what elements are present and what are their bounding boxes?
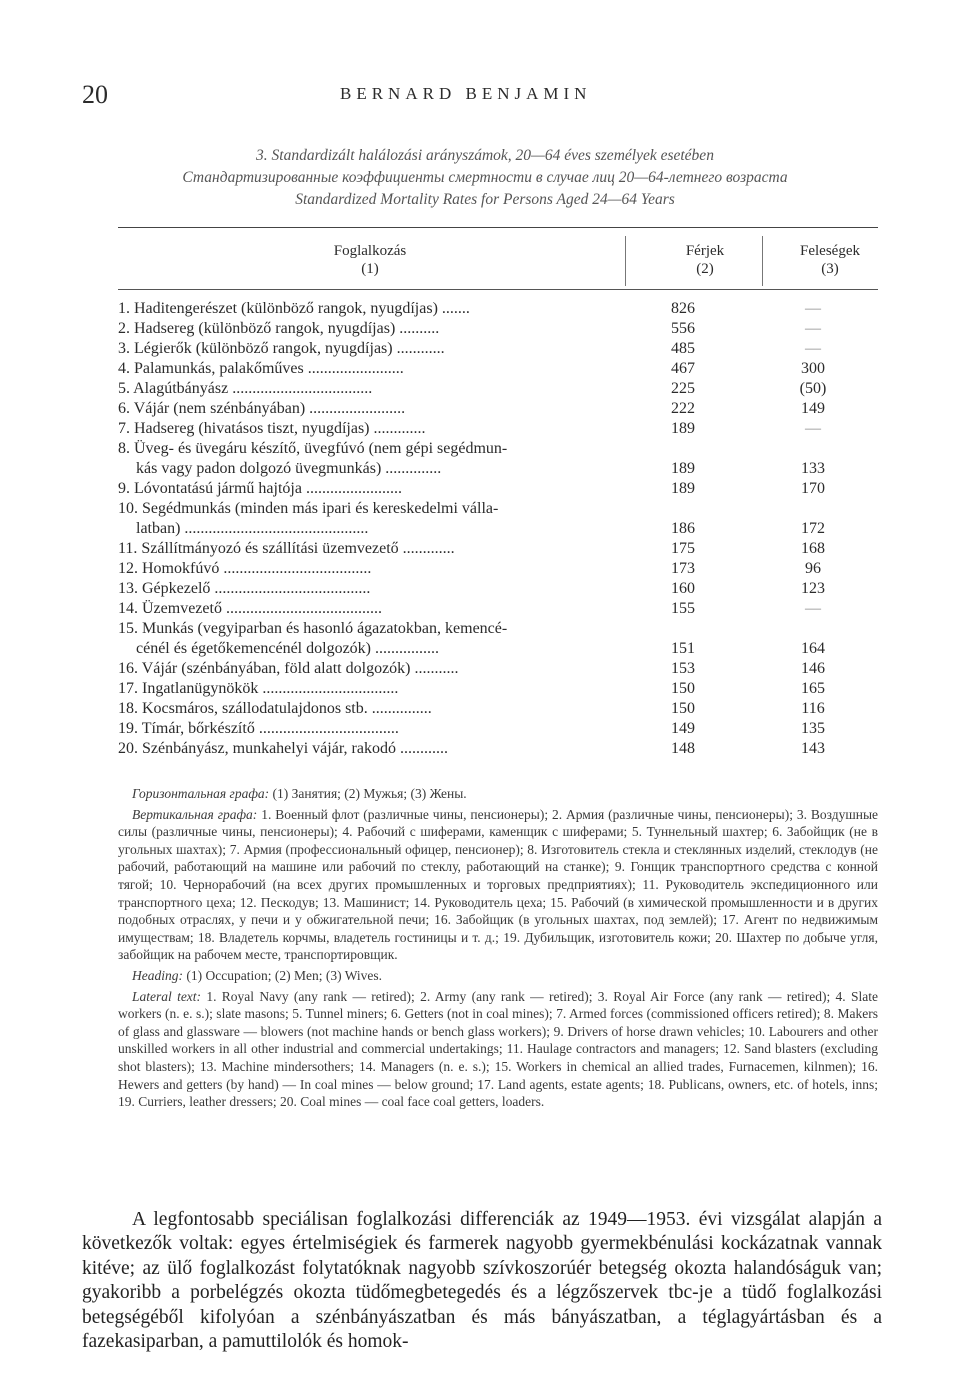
wives-value: —	[805, 300, 821, 317]
wives-value: —	[805, 340, 821, 357]
note-en-lateral	[118, 988, 878, 1111]
occupation-cell	[118, 679, 618, 699]
header-wives-label: Feleségek	[800, 243, 860, 259]
occupation-cell	[118, 659, 618, 679]
note-en-heading-label: Heading:	[132, 967, 183, 983]
table-row	[118, 419, 878, 439]
wives-value: —	[805, 320, 821, 337]
table-row	[118, 379, 878, 399]
occupation-text: 11. Szállítmányozó és szállítási üzemvezető .............	[118, 540, 455, 557]
header-wives-num: (3)	[821, 261, 839, 277]
wives-value: 172	[801, 520, 825, 537]
table-row	[118, 479, 878, 499]
note-ru-heading-label: Горизонтальная графа:	[132, 786, 270, 801]
occupation-text: 3. Légierők (különböző rangok, nyugdíjas) ............	[118, 340, 445, 357]
occupation-text: 15. Munkás (vegyiparban és hasonló ágazatokban, kemencé-	[118, 620, 508, 637]
occupation-text: 8. Üveg- és üvegáru készítő, üvegfúvó (nem gépi segédmun-	[118, 440, 508, 457]
occupation-cell	[118, 619, 618, 659]
occupation-cell	[118, 539, 618, 559]
table-row	[118, 359, 878, 379]
occupation-cell	[118, 339, 618, 359]
occupation-text: 4. Palamunkás, palakőműves ........................	[118, 360, 404, 377]
occupation-cell	[118, 739, 618, 759]
occupation-text: 19. Tímár, bőrkészítő ...................................	[118, 720, 399, 737]
occupation-cell	[118, 379, 618, 399]
men-value: 826	[671, 300, 695, 317]
note-ru-lateral-label: Вертикальная графа:	[132, 806, 258, 822]
men-value: 151	[671, 640, 695, 657]
table-row	[118, 699, 878, 719]
table-row	[118, 299, 878, 319]
men-value: 485	[671, 340, 695, 357]
occupation-text-continued: latban) ..............................................	[136, 520, 369, 537]
table-row	[118, 559, 878, 579]
note-ru-lateral-text: 1. Военный флот (различные чины, пенсионеры); 2. Армия (различные чины, пенсионеры); 3. Воздушные силы (различные чины, пенсионеры); 4. Рабочий с шиферами, каменщик с шиферами; 5. Туннельный шахтер; 6. Забойщик (не в угольных шахтах); 7. Армия (профессиональный офицер, пенсионер); 8. Изготовитель стекла и стеклянных изделий, стеклодув (не рабочий, работающий на машине или рабочий по стеклу, работающий на станке); 9. Гонщик транспортного средства с конной тягой; 10. Чернорабочий (на всех других промышленных и торговых предприятиях); 11. Руководитель экспедиционного или транспортного цеха; 12. Пескодув; 13. Машинист; 14. Руководитель цеха; 15. Рабочий (в химической промышленности и в других подобных отраслях, у печи и у обжигательной печи; 16. Забойщик (в угольных шахтах, под землей); 17. Агент по недвижимым имуществам; 18. Владетель корчмы, владетель гостиницы и т. д.; 19. Дубильщик, изготовитель кожи; 20. Шахтер по добыче угля, забойщик на рабочем месте, транспортировщик.	[118, 806, 879, 963]
header-men-label: Férjek	[685, 243, 725, 259]
occupation-cell	[118, 499, 618, 539]
header-men	[650, 242, 760, 278]
table-row	[118, 659, 878, 679]
table-row	[118, 539, 878, 559]
table-row	[118, 679, 878, 699]
table-title-en: Standardized Mortality Rates for Persons Aged 24—64 Years	[295, 191, 675, 208]
wives-value: 300	[801, 360, 825, 377]
note-ru-heading	[118, 785, 878, 803]
wives-value: 133	[801, 460, 825, 477]
wives-value: 164	[801, 640, 825, 657]
wives-value: 165	[801, 680, 825, 697]
men-value: 467	[671, 360, 695, 377]
occupation-text: 18. Kocsmáros, szállodatulajdonos stb. ...............	[118, 700, 432, 717]
header-occupation-num: (1)	[361, 261, 379, 277]
occupation-text-continued: kás vagy padon dolgozó üvegmunkás) ..............	[136, 460, 442, 477]
men-value: 155	[671, 600, 695, 617]
wives-value: 170	[801, 480, 825, 497]
translation-notes	[118, 785, 878, 1114]
note-en-lateral-label: Lateral text:	[132, 988, 202, 1004]
occupation-text: 2. Hadsereg (különböző rangok, nyugdíjas) ..........	[118, 320, 440, 337]
wives-value: 143	[801, 740, 825, 757]
wives-value: 149	[801, 400, 825, 417]
table-title-ru: Стандартизированные коэффициенты смертности в случае лиц 20—64-летнего возраста	[182, 169, 788, 186]
header-occupation	[270, 242, 470, 278]
men-value: 175	[671, 540, 695, 557]
occupation-cell	[118, 399, 618, 419]
body-text	[82, 1208, 882, 1354]
occupation-text: 5. Alagútbányász ...................................	[118, 380, 373, 397]
wives-value: 116	[801, 700, 825, 717]
header-divider-1	[625, 236, 626, 286]
men-value: 160	[671, 580, 695, 597]
table-row	[118, 619, 878, 659]
body-paragraph: A legfontosabb speciálisan foglalkozási differenciák az 1949—1953. évi vizsgálat alapján a következők voltak: egyes értelmiségiek és farmerek nagyobb gyermekbénulási kockázatnak vannak kitéve; az ülő foglalkozást folytatóknak nagyobb szívkoszorúér betegség okozta halandóságuk van; gyakoribb a porbelégzés okozta tüdőmegbetegedés és a légzőszervek tbc-je a tüdő foglalkozási betegségéből kifolyóan a szénbányászatban és más bányászatban, a téglagyártásban és a fazekasiparban, a pamuttilolók és homok-	[82, 1209, 882, 1353]
header-occupation-label: Foglalkozás	[333, 243, 407, 259]
wives-value: (50)	[799, 380, 827, 397]
table-row	[118, 719, 878, 739]
table-row	[118, 599, 878, 619]
wives-value: —	[805, 420, 821, 437]
men-value: 222	[671, 400, 695, 417]
occupation-text: 12. Homokfúvó .....................................	[118, 560, 372, 577]
wives-value: 168	[801, 540, 825, 557]
occupation-cell	[118, 319, 618, 339]
men-value: 150	[671, 680, 695, 697]
table-top-rule	[118, 227, 878, 228]
occupation-cell	[118, 559, 618, 579]
table-header-rule	[118, 289, 878, 290]
table-row	[118, 499, 878, 539]
occupation-text: 9. Lóvontatású jármű hajtója ........................	[118, 480, 402, 497]
running-head: BERNARD BENJAMIN	[340, 84, 592, 103]
occupation-text: 13. Gépkezelő .......................................	[118, 580, 371, 597]
header-men-num: (2)	[696, 261, 714, 277]
occupation-cell	[118, 439, 618, 479]
men-value: 189	[671, 460, 695, 477]
table-row	[118, 739, 878, 759]
occupation-text: 10. Segédmunkás (minden más ipari és kereskedelmi válla-	[118, 500, 499, 517]
men-value: 149	[671, 720, 695, 737]
men-value: 148	[671, 740, 695, 757]
table-row	[118, 319, 878, 339]
wives-value: —	[805, 600, 821, 617]
occupation-cell	[118, 419, 618, 439]
occupation-text: 6. Vájár (nem szénbányában) ........................	[118, 400, 406, 417]
table-row	[118, 439, 878, 479]
table-row	[118, 339, 878, 359]
occupation-text: 7. Hadsereg (hivatásos tiszt, nyugdíjas) .............	[118, 420, 426, 437]
occupation-cell	[118, 579, 618, 599]
mortality-table	[118, 299, 878, 759]
wives-value: 96	[805, 560, 821, 577]
occupation-text-continued: cénél és égetőkemencénél dolgozók) ................	[136, 640, 439, 657]
occupation-text: 1. Haditengerészet (különböző rangok, nyugdíjas) .......	[118, 300, 470, 317]
occupation-text: 20. Szénbányász, munkahelyi vájár, rakodó ............	[118, 740, 448, 757]
header-wives	[775, 242, 885, 278]
men-value: 556	[671, 320, 695, 337]
occupation-cell	[118, 719, 618, 739]
note-ru-lateral	[118, 806, 878, 964]
men-value: 186	[671, 520, 695, 537]
page-number: 20	[82, 80, 108, 109]
occupation-cell	[118, 359, 618, 379]
occupation-cell	[118, 599, 618, 619]
wives-value: 146	[801, 660, 825, 677]
note-en-heading-text: (1) Occupation; (2) Men; (3) Wives.	[186, 967, 383, 983]
men-value: 150	[671, 700, 695, 717]
note-en-heading	[118, 967, 878, 985]
men-value: 189	[671, 420, 695, 437]
table-row	[118, 579, 878, 599]
occupation-text: 14. Üzemvezető .......................................	[118, 600, 382, 617]
header-divider-2	[762, 236, 763, 286]
table-row	[118, 399, 878, 419]
men-value: 173	[671, 560, 695, 577]
occupation-cell	[118, 699, 618, 719]
occupation-text: 17. Ingatlanügynökök ..................................	[118, 680, 399, 697]
men-value: 153	[671, 660, 695, 677]
note-ru-heading-text: (1) Занятия; (2) Мужья; (3) Жены.	[272, 786, 467, 801]
occupation-cell	[118, 479, 618, 499]
wives-value: 123	[801, 580, 825, 597]
men-value: 225	[671, 380, 695, 397]
occupation-cell	[118, 299, 618, 319]
men-value: 189	[671, 480, 695, 497]
wives-value: 135	[801, 720, 825, 737]
occupation-text: 16. Vájár (szénbányában, föld alatt dolgozók) ...........	[118, 660, 459, 677]
note-en-lateral-text: 1. Royal Navy (any rank — retired); 2. Army (any rank — retired); 3. Royal Air Force (any rank — retired); 4. Slate workers (n. e. s.); slate masons; 5. Tunnel miners; 6. Getters (not in coal mines); 7. Armed forces (commissioned officers retired); 8. Makers of glass and glassware — blowers (not machine hands or bench glass workers); 9. Drivers of horse drawn vehicles; 10. Labourers and other unskilled workers in all other industrial and commercial undertakings; 11. Haulage contractors and managers; 12. Sand blasters (excluding shot blasters); 13. Machine mindersothers; 14. Managers (n. e. s.); 15. Workers in chemical an allied trades, Furnacemen, kilnmen); 16. Hewers and getters (by hand) — In coal mines — below ground; 17. Land agents, estate agents; 18. Publicans, owners, etc. of hotels, inns; 19. Curriers, leather dressers; 20. Coal mines — coal face coal getters, loaders.	[118, 988, 878, 1110]
table-title-block	[95, 145, 875, 211]
table-title-hu: 3. Standardizált halálozási arányszámok, 20—64 éves személyek esetében	[256, 147, 714, 164]
